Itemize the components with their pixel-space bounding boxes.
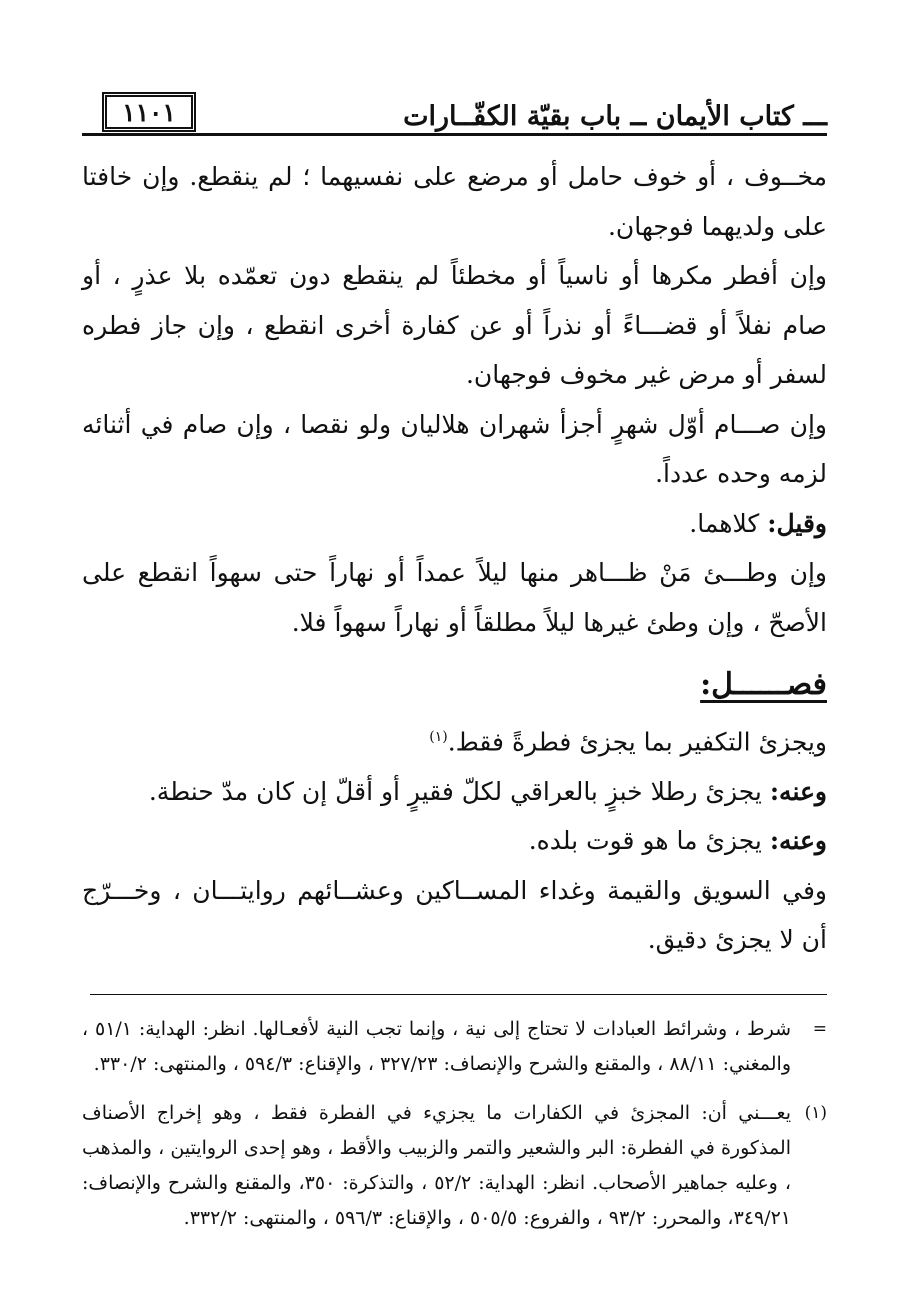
- footnote-marker: =: [812, 1019, 827, 1039]
- running-header: [82, 88, 827, 144]
- header-title: ـــ كتاب الأيمان ــ باب بقيّة الكفّــارات: [389, 101, 827, 132]
- paragraph: [82, 713, 827, 767]
- paragraph: [82, 152, 827, 251]
- footnotes: [82, 1012, 827, 1250]
- paragraph-text: وإن وطـــئ مَنْ ظـــاهر منها ليلاً عمداً أو نهاراً حتى سهواً انقطع على الأصحّ ، وإن وطئ غيرها ليلاً مطلقاً أو نهاراً سهواً فلا.: [82, 558, 827, 637]
- footnote: [82, 1096, 827, 1236]
- paragraph: [82, 816, 827, 866]
- paragraph-text: يجزئ رطلا خبزٍ بالعراقي لكلّ فقيرٍ أو أقلّ إن كان مدّ حنطة.: [148, 776, 762, 806]
- section-heading: [82, 657, 827, 713]
- paragraph-text: وإن صـــام أوّل شهرٍ أجزأ شهران هلاليان ولو نقصا ، وإن صام في أثنائه لزمه وحده عدداً.: [82, 409, 827, 488]
- paragraph: [82, 548, 827, 647]
- main-text: [82, 152, 827, 965]
- paragraph-text: كلاهما.: [689, 508, 760, 538]
- paragraph-text: وإن أفطر مكرها أو ناسياً أو مخطئاً لم ينقطع دون تعمّده بلا عذرٍ ، أو صام نفلاً أو قضـــاءً أو نذراً أو عن كفارة أخرى انقطع ، وإن جاز فطره لسفر أو مرض غير مخوف فوجهان.: [82, 261, 827, 389]
- paragraph-label: وعنه:: [769, 826, 827, 856]
- paragraph-text: وفي السويق والقيمة وغداء المســاكين وعشــائهم روايتـــان ، وخـــرّج أن لا يجزئ دقيق.: [82, 875, 827, 955]
- paragraph: [82, 251, 827, 400]
- paragraph-text: ويجزئ التكفير بما يجزئ فطرةً فقط.: [447, 727, 827, 757]
- footnote-divider: [90, 994, 827, 995]
- paragraph-label: وقيل:: [767, 508, 827, 538]
- paragraph: [82, 866, 827, 965]
- paragraph: [82, 767, 827, 817]
- paragraph-text: يجزئ ما هو قوت بلده.: [528, 826, 762, 856]
- footnote-text: شرط ، وشرائط العبادات لا تحتاج إلى نية ، وإنما تجب النية لأفعـالها. انظر: الهداية: ٥١/١ ، والمغني: ٨٨/١١ ، والمقنع والشرح والإنصاف: ٣٢٧/٢٣ ، والإقناع: ٥٩٤/٣ ، والمنتهى: ٣٣٠/٢.: [82, 1018, 792, 1075]
- paragraph-label: وعنه:: [769, 776, 827, 806]
- page-number: ١١٠١: [102, 92, 196, 132]
- footnote: [82, 1012, 827, 1082]
- footnote-text: يعـــني أن: المجزئ في الكفارات ما يجزيء في الفطرة فقط ، وهو إخراج الأصناف المذكورة في الفطرة: البر والشعير والتمر والزبيب والأقط ، وهو إحدى الروايتين ، والمذهب ، وعليه جماهير الأصحاب. انظر: الهداية: ٥٢/٢ ، والتذكرة: ٣٥٠، والمقنع والشرح والإنصاف: ٣٤٩/٢١، والمحرر: ٩٣/٢ ، والفروع: ٥٠٥/٥ ، والإقناع: ٥٩٦/٣ ، والمنتهى: ٣٣٢/٢.: [82, 1102, 791, 1229]
- header-rule: [82, 133, 827, 136]
- section-heading-text: فصــــــل:: [700, 667, 827, 702]
- paragraph: [82, 499, 827, 549]
- footnote-marker: (١): [804, 1103, 827, 1123]
- paragraph-text: مخــوف ، أو خوف حامل أو مرضع على نفسيهما ؛ لم ينقطع. وإن خافتا على ولديهما فوجهان.: [82, 162, 827, 241]
- footnote-reference[interactable]: (١): [429, 729, 448, 745]
- paragraph: [82, 400, 827, 499]
